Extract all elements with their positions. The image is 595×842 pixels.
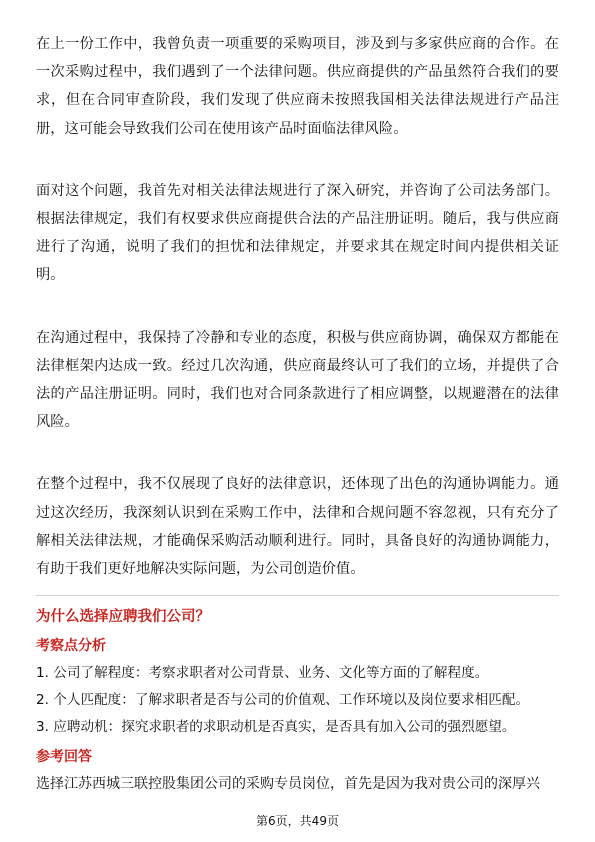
paragraph-2: 面对这个问题，我首先对相关法律法规进行了深入研究，并咨询了公司法务部门。根据法律规定，我们有权要求供应商提供合法的产品注册证明。随后，我与供应商进行了沟通，说明了我们的担忧和法律规定，并要求其在规定时间内提供相关证明。 [36,182,559,284]
analysis-point-3: 3. 应聘动机：探究求职者的求职动机是否真实，是否具有加入公司的强烈愿望。 [36,719,516,736]
document-page [36,30,559,797]
section-divider [36,595,559,596]
paragraph-4: 在整个过程中，我不仅展现了良好的法律意识，还体现了出色的沟通协调能力。通过这次经历，我深刻认识到在采购工作中，法律和合规问题不容忽视，只有充分了解相关法律法规，才能确保采购活动顺利进行。同时，具备良好的沟通协调能力，有助于我们更好地解决实际问题，为公司创造价值。 [36,476,559,578]
paragraph-gap [36,143,559,177]
paragraph-1: 在上一份工作中，我曾负责一项重要的采购项目，涉及到与多家供应商的合作。在一次采购过程中，我们遇到了一个法律问题。供应商提供的产品虽然符合我们的要求，但在合同审查阶段，我们发现了供应商未按照我国相关法律法规进行产品注册，这可能会导致我们公司在使用该产品时面临法律风险。 [36,36,559,137]
analysis-point-2: 2. 个人匹配度：了解求职者是否与公司的价值观、工作环境以及岗位要求相匹配。 [36,692,530,709]
answer-text: 选择江苏西城三联控股集团公司的采购专员岗位，首先是因为我对贵公司的深厚兴 [36,776,540,793]
answer-heading: 参考回答 [36,749,92,766]
page-number: 第6页，共49页 [256,814,339,828]
question-title: 为什么选择应聘我们公司？ [36,609,210,626]
analysis-point-1: 1. 公司了解程度：考察求职者对公司背景、业务、文化等方面的了解程度。 [36,665,489,682]
paragraph-gap [36,436,559,470]
paragraph-gap [36,290,559,324]
paragraph-3: 在沟通过程中，我保持了冷静和专业的态度，积极与供应商协调，确保双方都能在法律框架内达成一致。经过几次沟通，供应商最终认可了我们的立场，并提供了合法的产品注册证明。同时，我们也对合同条款进行了相应调整，以规避潜在的法律风险。 [36,329,559,431]
analysis-heading: 考察点分析 [36,638,106,655]
